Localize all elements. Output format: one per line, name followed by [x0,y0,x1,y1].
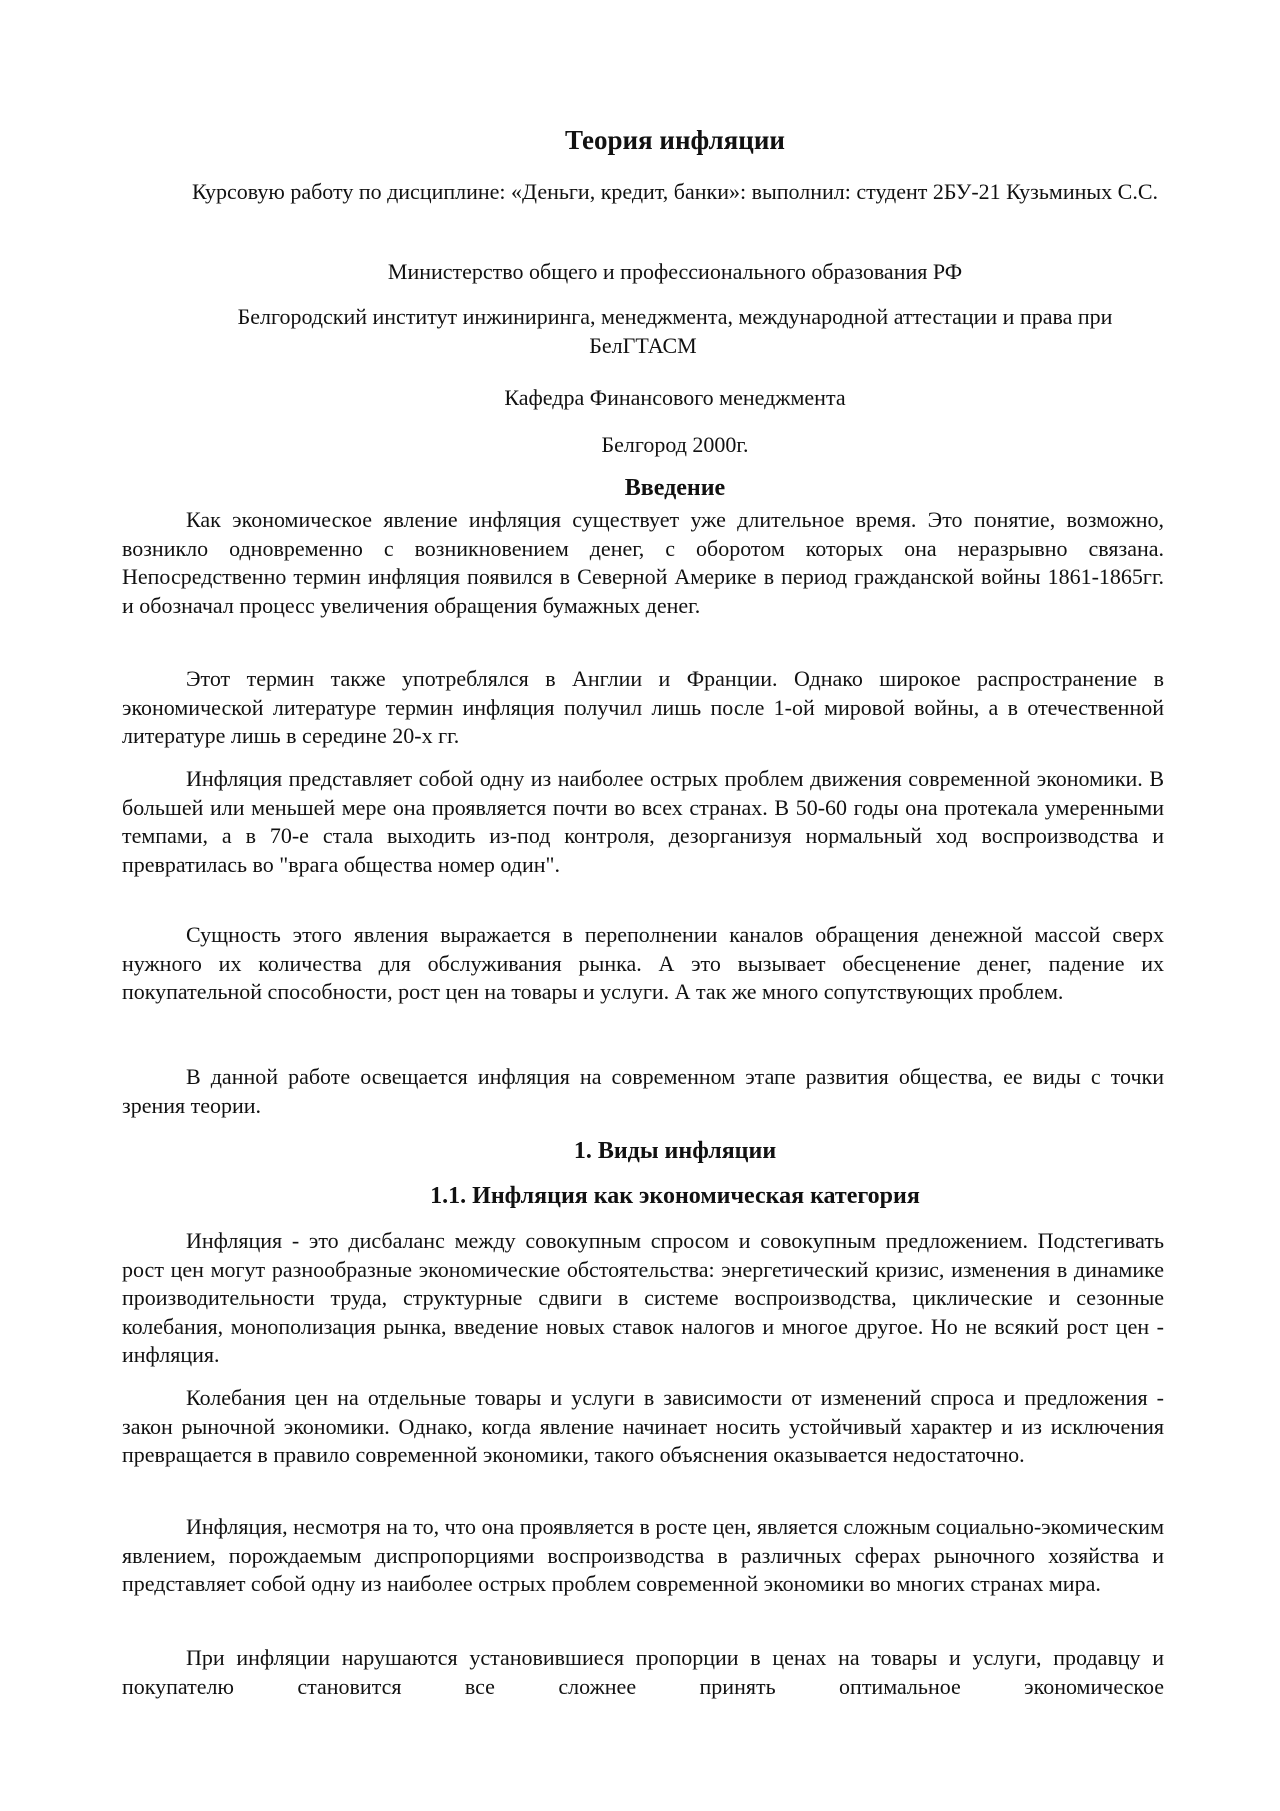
paragraph: Инфляция - это дисбаланс между совокупным спросом и совокупным предложением. Подстегивать рост цен могут разнообразные экономические обстоятельства: энергетический кризис, изменения в динамике производительности труда, структурные сдвиги в системе воспроизводства, циклические и сезонные колебания, монополизация рынка, введение новых ставок налогов и многое другое. Но не всякий рост цен - инфляция. [122,1228,1164,1368]
paragraph: Этот термин также употреблялся в Англии и Франции. Однако широкое распространение в экономической литературе термин инфляция получил лишь после 1-ой мировой войны, а в отечественной литературе лишь в середине 20-х гг. [122,666,1164,749]
paragraph: Сущность этого явления выражается в переполнении каналов обращения денежной массой сверх нужного их количества для обслуживания рынка. А это вызывает обесценение денег, падение их покупательной способности, рост цен на товары и услуги. А так же много сопутствующих проблем. [122,922,1164,1005]
document-title: Теория инфляции [565,125,785,155]
paragraph: Колебания цен на отдельные товары и услуги в зависимости от изменений спроса и предложения - закон рыночной экономики. Однако, когда явление начинает носить устойчивый характер и из исключения превращается в правило современной экономики, такого объяснения оказывается недостаточно. [122,1385,1164,1468]
subsection-heading: 1.1. Инфляция как экономическая категория [430,1183,920,1209]
intro-heading: Введение [624,475,726,501]
department: Кафедра Финансового менеджмента [504,385,846,410]
institute: Белгородский институт инжиниринга, менеджмента, международной аттестации и права при БелГТАСМ [237,304,1113,358]
ministry: Министерство общего и профессионального образования РФ [387,259,963,284]
paragraph: Инфляция, несмотря на то, что она проявляется в росте цен, является сложным социально-экомическим явлением, порождаемым диспропорциями воспроизводства в различных сферах рыночного хозяйства и представляет собой одну из наиболее острых проблем современной экономики во многих странах мира. [122,1514,1164,1597]
paragraph: Как экономическое явление инфляция существует уже длительное время. Это понятие, возможно, возникло одновременно с возникновением денег, с оборотом которых она неразрывно связана. Непосредственно термин инфляция появился в Северной Америке в период гражданской войны 1861-1865гг. и обозначал процесс увеличения обращения бумажных денег. [122,507,1164,618]
city-year: Белгород 2000г. [601,432,749,457]
section-heading: 1. Виды инфляции [573,1138,777,1164]
paragraph: Инфляция представляет собой одну из наиболее острых проблем движения современной экономики. В большей или меньшей мере она проявляется почти во всех странах. В 50-60 годы она протекала умеренными темпами, а в 70-е стала выходить из-под контроля, дезорганизуя нормальный ход воспроизводства и превратилась во "врага общества номер один". [122,766,1164,877]
course-line: Курсовую работу по дисциплине: «Деньги, кредит, банки»: выполнил: студент 2БУ-21 Кузьминых С.С. [191,179,1159,204]
paragraph: При инфляции нарушаются установившиеся пропорции в ценах на товары и услуги, продавцу и покупателю становится все сложнее принять оптимальное экономическое [122,1645,1164,1699]
paragraph: В данной работе освещается инфляция на современном этапе развития общества, ее виды с точки зрения теории. [122,1064,1164,1118]
